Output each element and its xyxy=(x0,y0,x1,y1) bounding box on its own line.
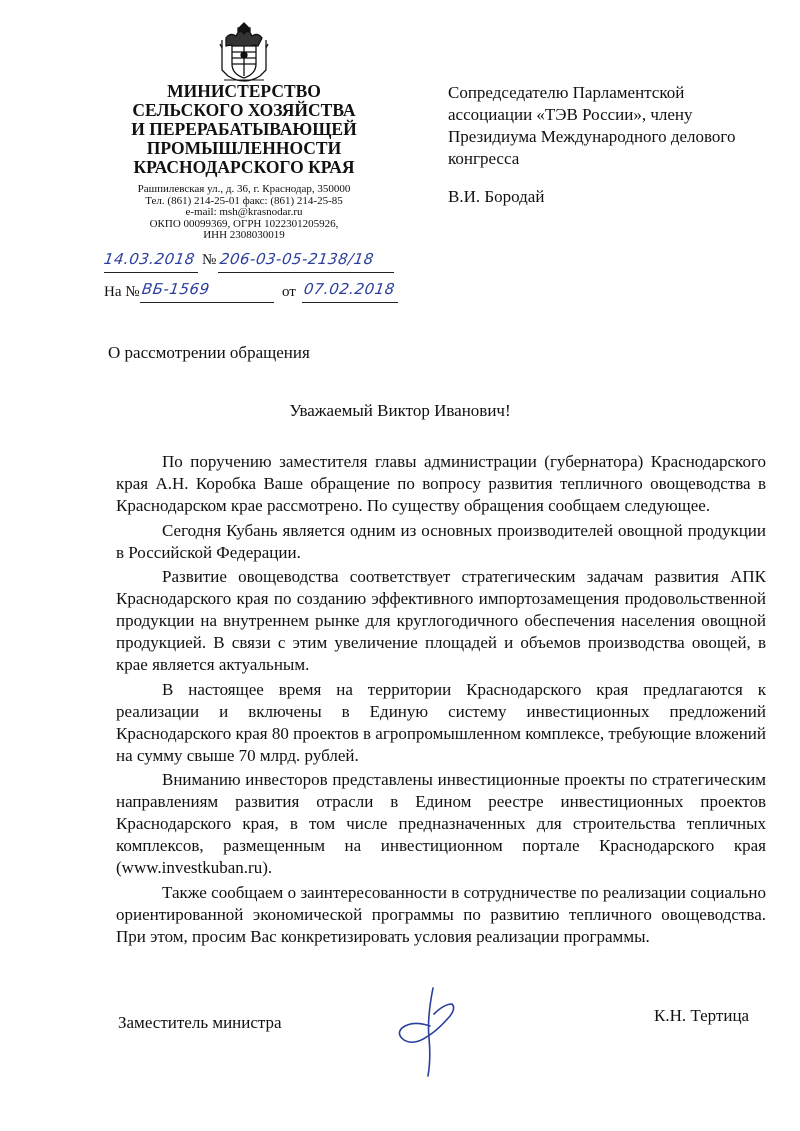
outgoing-number: 206-03-05-2138/18 xyxy=(218,250,376,268)
addressee-name: В.И. Бородай xyxy=(448,187,545,206)
salutation: Уважаемый Виктор Иванович! xyxy=(289,401,511,420)
body-paragraph: По поручению заместителя главы администрации (губернатора) Краснодарского края А.Н. Коробка Ваше обращение по вопросу развития тепличного овощеводства в Краснодарском крае рассмотрено. По существу обращения сообщаем следующее. xyxy=(116,452,766,515)
body-paragraph: Вниманию инвесторов представлены инвестиционные проекты по стратегическим направлениям развития отрасли в Едином реестре инвестиционных проектов Краснодарского края, в том числе предназначенных для строительства тепличных комплексов, размещенным на инвестиционном портале Краснодарского края (www.investkuban.ru). xyxy=(116,770,766,877)
letter-body xyxy=(116,451,766,950)
body-paragraph: Развитие овощеводства соответствует стратегическим задачам развития АПК Краснодарского края по созданию эффективного импортозамещения продовольственной продукции на внутреннем рынке для круглогодичного обеспечения населения овощной продукцией. В связи с этим увеличение площадей и объемов производства овощей, в крае является актуальным. xyxy=(116,567,766,674)
ministry-inn: ИНН 2308030019 xyxy=(203,229,285,241)
incoming-date-label: от xyxy=(282,284,296,300)
body-paragraph: Также сообщаем о заинтересованности в сотрудничестве по реализации социально ориентированной экономической программы по развитию тепличного овощеводства. При этом, просим Вас конкретизировать условия реализации программы. xyxy=(116,882,766,946)
incoming-number: ВБ-1569 xyxy=(140,280,211,298)
letter-subject: О рассмотрении обращения xyxy=(108,343,310,362)
body-paragraph: В настоящее время на территории Краснодарского края предлагаются к реализации и включены в Единую систему инвестиционных предложений Краснодарского края 80 проектов в агропромышленном комплексе, требующие вложений на сумму свыше 70 млрд. рублей. xyxy=(116,679,766,765)
signatory-position: Заместитель министра xyxy=(118,1013,282,1032)
addressee-position: Сопредседателю Парламентской ассоциации «ТЭВ России», члену Президиума Международного делового конгресса xyxy=(448,83,736,168)
incoming-date: 07.02.2018 xyxy=(302,280,397,298)
body-paragraph: Сегодня Кубань является одним из основных производителей овощной продукции в Российской Федерации. xyxy=(116,520,766,562)
handwritten-signature xyxy=(395,982,465,1082)
ministry-codes: ОКПО 00099369, ОГРН 1022301205926, xyxy=(149,217,339,230)
ministry-phones: Тел. (861) 214-25-01 факс: (861) 214-25-85 xyxy=(145,194,343,207)
ministry-email: e-mail: msh@krasnodar.ru xyxy=(185,206,303,218)
signatory-name: К.Н. Тертица xyxy=(654,1006,750,1025)
ministry-name: МИНИСТЕРСТВО СЕЛЬСКОГО ХОЗЯЙСТВА И ПЕРЕРАБАТЫВАЮЩЕЙ ПРОМЫШЛЕННОСТИ КРАСНОДАРСКОГО КРАЯ xyxy=(131,81,357,177)
outgoing-registration xyxy=(104,250,404,274)
outgoing-number-sign: № xyxy=(202,252,217,268)
incoming-registration xyxy=(104,280,404,304)
addressee-block xyxy=(448,82,748,208)
ministry-contacts xyxy=(110,184,378,242)
ministry-address: Рашпилевская ул., д. 36, г. Краснодар, 350000 xyxy=(137,183,351,195)
coat-of-arms-icon xyxy=(218,20,270,86)
incoming-number-label: На № xyxy=(104,284,140,300)
outgoing-date: 14.03.2018 xyxy=(102,250,197,268)
